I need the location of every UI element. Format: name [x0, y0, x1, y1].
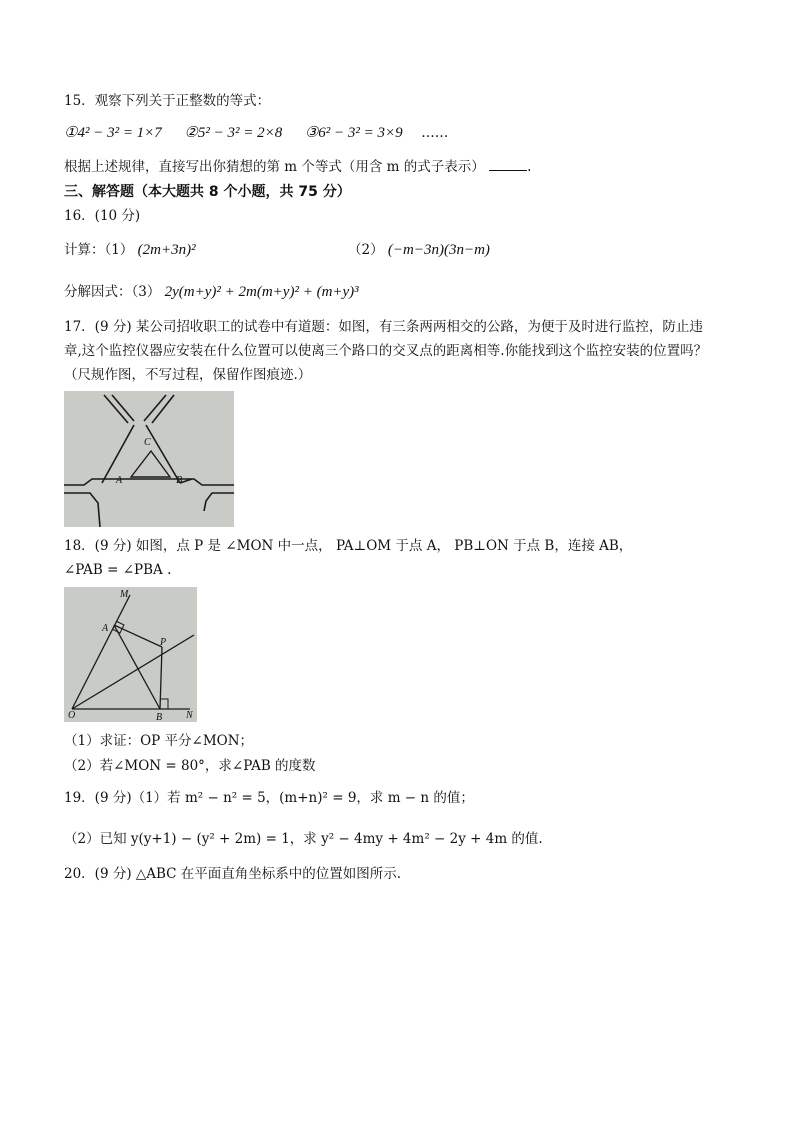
angle-figure	[64, 587, 197, 722]
q18-line2: ∠PAB = ∠PBA .	[64, 562, 172, 578]
label-b: B	[156, 712, 163, 722]
q15-eq1: ①4² − 3² = 1×7	[64, 125, 162, 141]
q19-line2: （2）已知 y(y+1) − (y² + 2m) = 1，求 y² − 4my + 4m² − 2y + 4m 的值.	[64, 831, 543, 847]
label-b: B	[176, 475, 183, 486]
label-m: M	[120, 589, 129, 600]
q15-eq2: ②5² − 3² = 2×8	[184, 125, 283, 141]
q17-line1: 17．(9 分) 某公司招收职工的试卷中有道题：如图，有三条两两相交的公路，为便于及时进行监控，防止违	[64, 319, 703, 335]
q15-ask	[64, 158, 531, 176]
label-o: O	[68, 710, 76, 721]
q15-ask-text: 根据上述规律，直接写出你猜想的第 m 个等式（用含 m 的式子表示）	[64, 159, 485, 175]
q15-ellipsis: ……	[421, 125, 449, 141]
section-title: 三、解答题（本大题共 8 个小题，共 75 分）	[64, 184, 351, 200]
q16-head: 16．(10 分)	[64, 208, 141, 224]
q18-sub1: （1）求证：OP 平分∠MON；	[64, 733, 254, 749]
q15-equations	[64, 124, 448, 142]
label-p: P	[160, 637, 167, 648]
q18-line1: 18．(9 分) 如图，点 P 是 ∠MON 中一点， PA⊥OM 于点 A， PB⊥ON 于点 B，连接 AB，	[64, 538, 633, 554]
q15-stem: 15．观察下列关于正整数的等式：	[64, 93, 271, 109]
q17-line3: （尺规作图，不写过程，保留作图痕迹.）	[64, 367, 312, 383]
q17-line2: 章,这个监控仪器应安装在什么位置可以使离三个路口的交叉点的距离相等.你能找到这个监控安装的位置吗？	[64, 343, 708, 359]
answer-blank[interactable]	[489, 158, 527, 171]
label-a: A	[102, 623, 109, 634]
roads-figure	[64, 391, 234, 527]
q15-eq3: ③6² − 3² = 3×9	[304, 125, 403, 141]
q16-factor: 2y(m+y)² + 2m(m+y)² + (m+y)³	[164, 284, 359, 300]
q16-factor-label: 分解因式：（3）	[64, 284, 161, 300]
q16-calc-row	[64, 241, 196, 259]
label-c: C	[144, 437, 151, 448]
q20-line1: 20．(9 分) △ABC 在平面直角坐标系中的位置如图所示.	[64, 866, 402, 882]
q16-calc1: (2m+3n)²	[137, 242, 196, 258]
q16-factor-row	[64, 283, 359, 301]
label-n: N	[186, 710, 193, 721]
q15-ask-end: .	[527, 159, 532, 175]
figure-background	[64, 391, 234, 527]
q18-sub2: （2）若∠MON = 80°，求∠PAB 的度数	[64, 758, 316, 774]
q16-calc-label: 计算：（1）	[64, 242, 134, 258]
q16-calc2-row	[348, 241, 490, 259]
label-a: A	[116, 475, 123, 486]
q19-line1: 19．(9 分)（1）若 m² − n² = 5，(m+n)² = 9，求 m − n 的值；	[64, 790, 474, 806]
q16-calc2-label: （2）	[348, 242, 384, 258]
q16-calc2: (−m−3n)(3n−m)	[387, 242, 490, 258]
